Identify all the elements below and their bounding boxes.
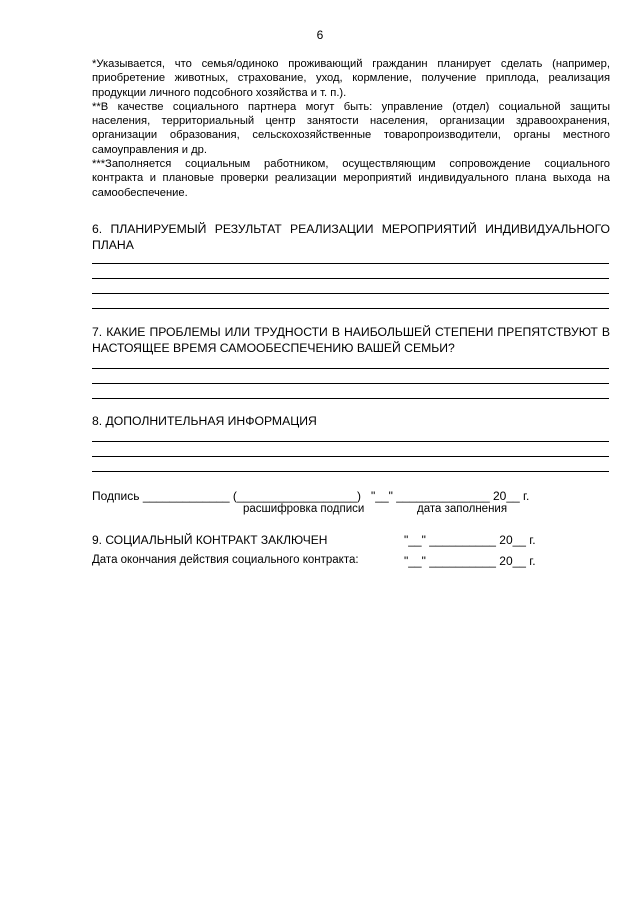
section-7 (92, 324, 610, 356)
footnote-1: *Указывается, что семья/одиноко проживающий гражданин планирует сделать (например, приобретение животных, страхование, уход, кормление, получение приплода, реализация продукции личного подсобного хозяйства и т. п.). (92, 58, 610, 99)
section-6 (92, 221, 610, 253)
answer-line[interactable] (92, 471, 609, 472)
answer-line[interactable] (92, 368, 609, 369)
footnote-2: **В качестве социального партнера могут быть: управление (отдел) социальной защиты населения, территориальный центр занятости населения, организации здравоохранения, организации образования, сельскохозяйственные товаропроизводители, органы местного самоуправления и др. (92, 100, 610, 156)
section-9-title: 9. СОЦИАЛЬНЫЙ КОНТРАКТ ЗАКЛЮЧЕН (92, 533, 328, 547)
answer-line[interactable] (92, 263, 609, 264)
footnote-3: ***Заполняется социальным работником, осуществляющим сопровождение социального контракта и плановые проверки реализации мероприятий индивидуального плана выхода на самообеспечение. (92, 158, 610, 199)
section-8-title: 8. ДОПОЛНИТЕЛЬНАЯ ИНФОРМАЦИЯ (92, 414, 317, 428)
signature-line[interactable]: Подпись _____________ (__________________) "__" ______________ 20__ г. (92, 489, 530, 503)
answer-line[interactable] (92, 383, 609, 384)
section-6-title: 6. ПЛАНИРУЕМЫЙ РЕЗУЛЬТАТ РЕАЛИЗАЦИИ МЕРОПРИЯТИЙ ИНДИВИДУАЛЬНОГО ПЛАНА (92, 222, 610, 252)
section-7-title: 7. КАКИЕ ПРОБЛЕМЫ ИЛИ ТРУДНОСТИ В НАИБОЛЬШЕЙ СТЕПЕНИ ПРЕПЯТСТВУЮТ В НАСТОЯЩЕЕ ВРЕМЯ САМООБЕСПЕЧЕНИЮ ВАШЕЙ СЕМЬИ? (92, 325, 610, 355)
answer-line[interactable] (92, 293, 609, 294)
page-number: 6 (316, 28, 324, 42)
footnotes (92, 57, 610, 200)
answer-line[interactable] (92, 308, 609, 309)
answer-line[interactable] (92, 456, 609, 457)
section-8 (92, 413, 610, 429)
answer-line[interactable] (92, 278, 609, 279)
signature-date-caption: дата заполнения (417, 503, 508, 515)
signature-decode-caption: расшифровка подписи (243, 503, 365, 515)
contract-date-field[interactable]: "__" __________ 20__ г. (404, 533, 536, 547)
contract-end-label: Дата окончания действия социального контракта: (92, 554, 359, 566)
answer-line[interactable] (92, 441, 609, 442)
contract-end-date-field[interactable]: "__" __________ 20__ г. (404, 554, 536, 568)
answer-line[interactable] (92, 398, 609, 399)
